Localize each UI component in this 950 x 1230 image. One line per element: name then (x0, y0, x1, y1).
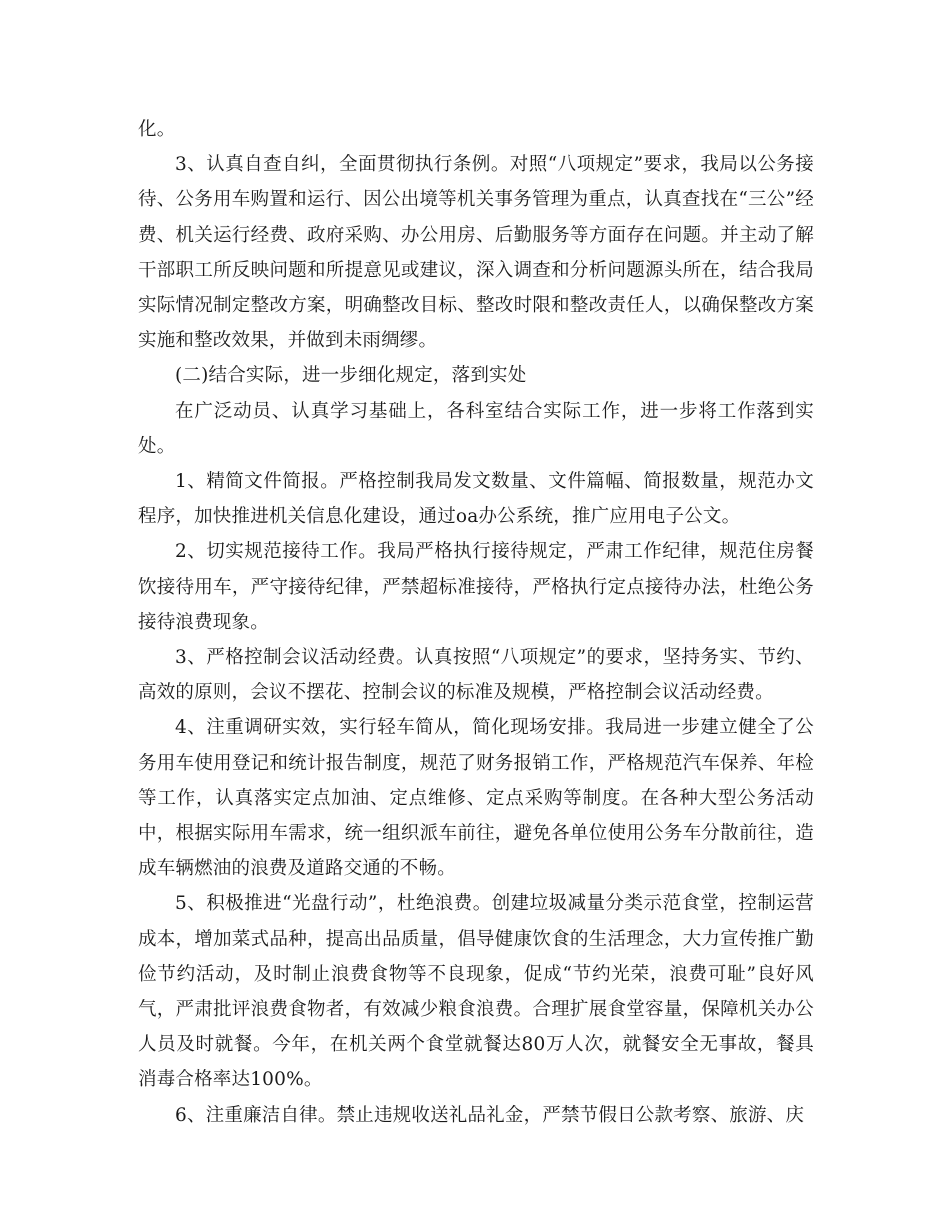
paragraph-item-6: 6、注重廉洁自律。禁止违规收送礼品礼金，严禁节假日公款考察、旅游、庆 (175, 1104, 805, 1126)
paragraph-item-1: 1、精简文件简报。严格控制我局发文数量、文件篇幅、简报数量，规范办文程序，加快推进机关信息化建设，通过oa办公系统，推广应用电子公文。 (138, 471, 814, 528)
paragraph-item-5: 5、积极推进“光盘行动”，杜绝浪费。创建垃圾减量分类示范食堂，控制运营成本，增加菜式品种，提高出品质量，倡导健康饮食的生活理念，大力宣传推广勤俭节约活动，及时制止浪费食物等不良现象，促成“节约光荣，浪费可耻”良好风气，严肃批评浪费食物者，有效减少粮食浪费。合理扩展食堂容量，保障机关办公人员及时就餐。今年，在机关两个食堂就餐达80万人次，就餐安全无事故，餐具消毒合格率达100%。 (138, 893, 814, 1091)
paragraph-item-2: 2、切实规范接待工作。我局严格执行接待规定，严肃工作纪律，规范住房餐饮接待用车，严守接待纪律，严禁超标准接待，严格执行定点接待办法，杜绝公务接待浪费现象。 (138, 541, 814, 633)
document-body (138, 112, 814, 1133)
paragraph-continuation: 化。 (138, 119, 176, 140)
paragraph-item-4: 4、注重调研实效，实行轻车简从，简化现场安排。我局进一步建立健全了公务用车使用登记和统计报告制度，规范了财务报销工作，严格规范汽车保养、年检等工作，认真落实定点加油、定点维修、定点采购等制度。在各种大型公务活动中，根据实际用车需求，统一组织派车前往，避免各单位使用公务车分散前往，造成车辆燃油的浪费及道路交通的不畅。 (138, 717, 814, 880)
paragraph-item-3: 3、严格控制会议活动经费。认真按照“八项规定”的要求，坚持务实、节约、高效的原则，会议不摆花、控制会议的标准及规模，严格控制会议活动经费。 (138, 647, 814, 704)
paragraph-intro: 在广泛动员、认真学习基础上，各科室结合实际工作，进一步将工作落到实处。 (138, 400, 814, 457)
section-heading-combine-practice: (二)结合实际，进一步细化规定，落到实处 (175, 365, 527, 387)
paragraph-self-inspection: 3、认真自查自纠，全面贯彻执行条例。对照“八项规定”要求，我局以公务接待、公务用车购置和运行、因公出境等机关事务管理为重点，认真查找在“三公”经费、机关运行经费、政府采购、办公用房、后勤服务等方面存在问题。并主动了解干部职工所反映问题和所提意见或建议，深入调查和分析问题源头所在，结合我局实际情况制定整改方案，明确整改目标、整改时限和整改责任人，以确保整改方案实施和整改效果，并做到未雨绸缪。 (138, 154, 814, 352)
